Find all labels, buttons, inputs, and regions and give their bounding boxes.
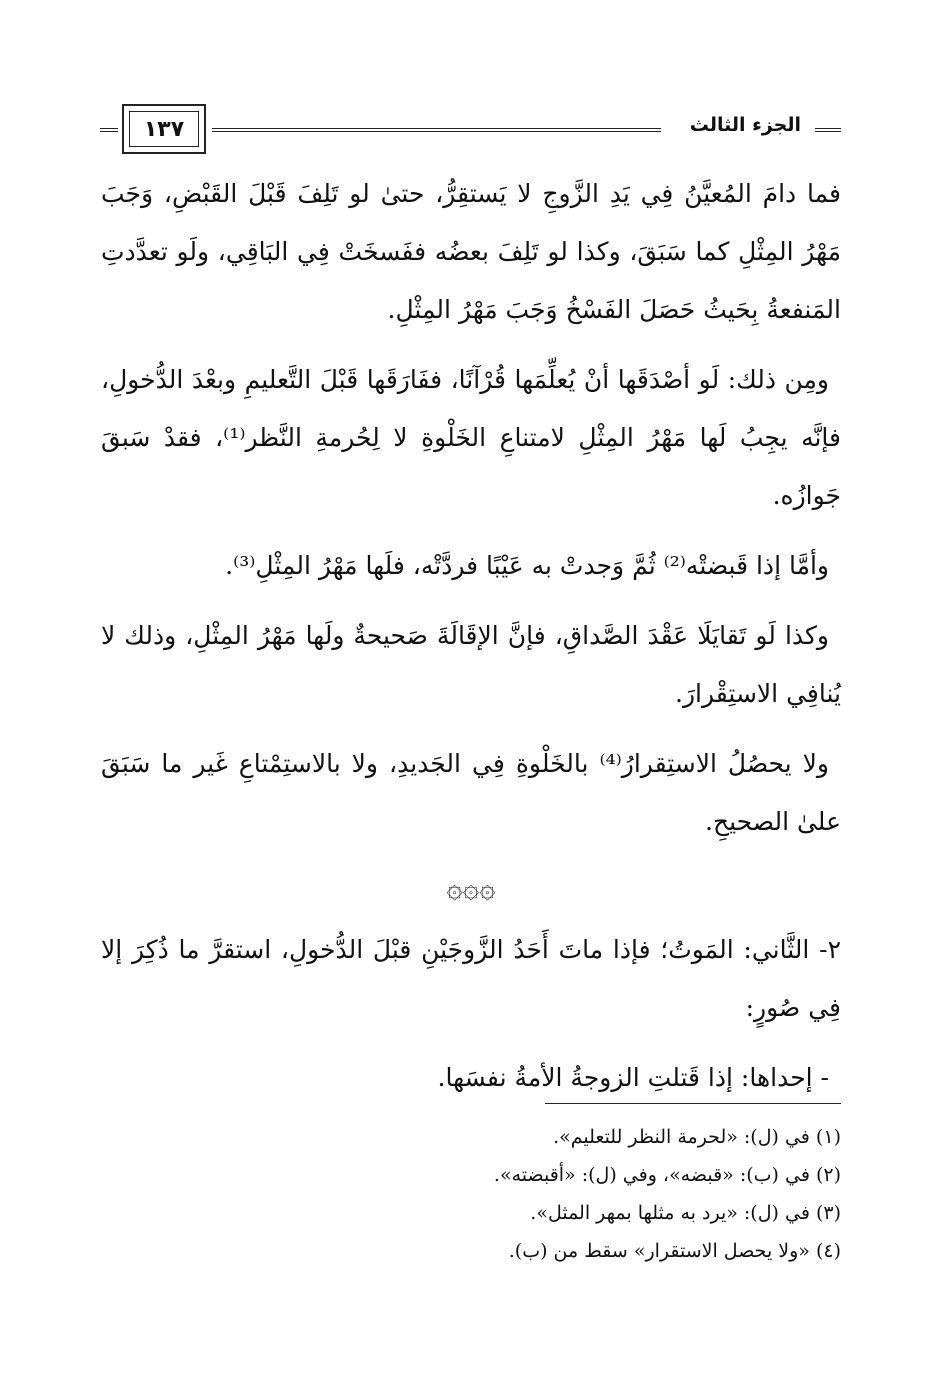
footnote-separator [545,1103,841,1104]
paragraph: فما دامَ المُعيَّنُ فِي يَدِ الزَّوجِ لا يَستقِرُّ، حتىٰ لو تَلِفَ قَبْلَ القَبْضِ، وَجَبَ مَهْرُ المِثْلِ كما سَبَقَ، وكذا لو تَلِفَ بعضُه ففَسخَتْ فِي البَاقِي، ولَو تعدَّدتِ المَنفعةُ بِحَيثُ حَصَلَ الفَسْخُ وَجَبَ مَهْرُ المِثْلِ. [101,179,841,324]
main-text [101,165,841,1119]
page-number-box [122,104,206,154]
header-rule-right [815,128,841,132]
footnote: (١) في (ل): «لحرمة النظر للتعليم». [553,1126,841,1148]
paragraph: وكذا لَو تَقايَلَا عَقْدَ الصَّداقِ، فإنَّ الإقَالَةَ صَحيحةٌ ولَها مَهْرُ المِثْلِ، وذلك لا يُنافِي الاستِقْرارَ. [101,621,841,708]
paragraph: ولا يحصُلُ الاستِقرارُ⁽⁴⁾ بالخَلْوةِ فِي الجَديدِ، ولا بالاستِمْتاعِ غَير ما سَبَقَ علىٰ الصحيحِ. [101,749,841,836]
footnote: (٢) في (ب): «قبضه»، وفي (ل): «أقبضته». [493,1164,841,1186]
paragraph: ومِن ذلك: لَو أصْدَقَها أنْ يُعلِّمَها قُرْآنًا، ففَارَقَها قَبْلَ التَّعليمِ وبعْدَ الدُّخولِ، فإنَّه يجِبُ لَها مَهْرُ المِثْلِ لامتناعِ الخَلْوةِ لا لِحُرمةِ النَّظر⁽¹⁾، فقدْ سَبقَ جَوازُه. [101,365,842,510]
header-rule-middle [212,128,661,132]
section-ornament: ۞۞۞ [446,871,496,904]
page-header [100,100,841,160]
footnotes [101,1118,841,1270]
list-item: - إحداها: إذا قَتلتِ الزوجةُ الأمةُ نفسَها. [437,1063,829,1092]
paragraph: وأمَّا إذا قَبضتْه⁽²⁾ ثُمَّ وَجدتْ به عَيْبًا فردَّتْه، فلَها مَهْرُ المِثْلِ⁽³⁾. [225,551,829,580]
running-title: الجزء الثالث [689,114,801,136]
footnote: (٣) في (ل): «يرد به مثلها بمهر المثل». [530,1202,841,1224]
page-number: ١٣٧ [129,111,199,147]
section-heading-paragraph: ٢- الثَّاني: المَوتُ؛ فإذا ماتَ أَحَدُ الزَّوجَيْنِ قبْلَ الدُّخولِ، استقرَّ ما ذُكِرَ إلا فِي صُورٍ: [101,935,841,1022]
header-rule-left [100,128,118,132]
footnote: (٤) «ولا يحصل الاستقرار» سقط من (ب). [508,1240,841,1262]
